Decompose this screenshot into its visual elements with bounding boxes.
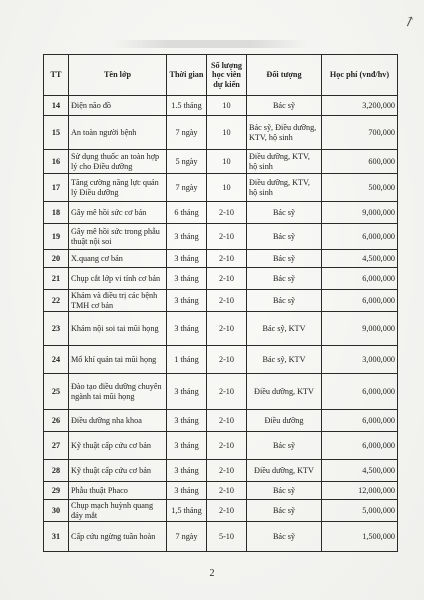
row-number: 17: [44, 174, 69, 202]
course-duration: 3 tháng: [167, 268, 207, 290]
expected-students: 2-10: [207, 460, 247, 482]
expected-students: 10: [207, 174, 247, 202]
target-group: Điều dưỡng, KTV: [247, 460, 322, 482]
course-name: X.quang cơ bản: [69, 250, 167, 268]
course-duration: 3 tháng: [167, 432, 207, 460]
target-group: Bác sỹ: [247, 224, 322, 250]
table-row: [44, 312, 398, 346]
row-number: 16: [44, 150, 69, 174]
expected-students: 2-10: [207, 202, 247, 224]
course-name: Tăng cường năng lực quản lý Điều dưỡng: [69, 174, 167, 202]
target-group: Điều dưỡng, KTV, hộ sinh: [247, 150, 322, 174]
row-number: 23: [44, 312, 69, 346]
header-name: Tên lớp: [69, 55, 167, 96]
course-name: Mổ khí quản tai mũi họng: [69, 346, 167, 374]
table-row: [44, 290, 398, 312]
table-row: [44, 374, 398, 410]
tuition-fee: 9,000,000: [322, 312, 398, 346]
row-number: 20: [44, 250, 69, 268]
tuition-fee: 9,000,000: [322, 202, 398, 224]
row-number: 25: [44, 374, 69, 410]
tuition-fee: 1,500,000: [322, 522, 398, 552]
table-row: [44, 116, 398, 150]
tuition-fee: 5,000,000: [322, 500, 398, 522]
course-name: Chụp cắt lớp vi tính cơ bản: [69, 268, 167, 290]
table-row: [44, 96, 398, 116]
table-row: [44, 346, 398, 374]
course-name: Chụp mạch huỳnh quang đáy mắt: [69, 500, 167, 522]
expected-students: 2-10: [207, 224, 247, 250]
tuition-fee: 3,200,000: [322, 96, 398, 116]
target-group: Bác sỹ: [247, 290, 322, 312]
expected-students: 2-10: [207, 312, 247, 346]
course-name: Điều dưỡng nha khoa: [69, 410, 167, 432]
course-fee-table: [43, 54, 398, 552]
row-number: 15: [44, 116, 69, 150]
course-name: Cấp cứu ngừng tuần hoàn: [69, 522, 167, 552]
tuition-fee: 6,000,000: [322, 432, 398, 460]
row-number: 28: [44, 460, 69, 482]
course-name: Điện não đồ: [69, 96, 167, 116]
course-duration: 6 tháng: [167, 202, 207, 224]
page-number: 2: [209, 568, 215, 579]
expected-students: 10: [207, 116, 247, 150]
target-group: Điều dưỡng, KTV: [247, 374, 322, 410]
course-duration: 3 tháng: [167, 312, 207, 346]
table-row: [44, 500, 398, 522]
tuition-fee: 600,000: [322, 150, 398, 174]
expected-students: 10: [207, 96, 247, 116]
row-number: 14: [44, 96, 69, 116]
target-group: Bác sỹ: [247, 432, 322, 460]
row-number: 31: [44, 522, 69, 552]
header-qty: Số lượng học viên dự kiến: [207, 55, 247, 96]
course-name: Kỹ thuật cấp cứu cơ bản: [69, 460, 167, 482]
faint-header-text: [110, 40, 310, 48]
row-number: 24: [44, 346, 69, 374]
expected-students: 10: [207, 150, 247, 174]
row-number: 18: [44, 202, 69, 224]
row-number: 30: [44, 500, 69, 522]
course-duration: 3 tháng: [167, 460, 207, 482]
table-row: [44, 460, 398, 482]
target-group: Bác sỹ, KTV: [247, 346, 322, 374]
row-number: 27: [44, 432, 69, 460]
target-group: Bác sỹ: [247, 500, 322, 522]
course-duration: 1 tháng: [167, 346, 207, 374]
table-row: [44, 250, 398, 268]
tuition-fee: 4,500,000: [322, 460, 398, 482]
expected-students: 2-10: [207, 250, 247, 268]
header-fee: Học phí (vnđ/hv): [322, 55, 398, 96]
course-name: Gây mê hồi sức trong phẫu thuật nội soi: [69, 224, 167, 250]
course-name: Sử dụng thuốc an toàn hợp lý cho Điều dưỡng: [69, 150, 167, 174]
expected-students: 2-10: [207, 290, 247, 312]
corner-mark: ↗: [402, 13, 419, 32]
course-name: Gây mê hồi sức cơ bản: [69, 202, 167, 224]
course-duration: 5 ngày: [167, 150, 207, 174]
table-row: [44, 202, 398, 224]
course-name: Kỹ thuật cấp cứu cơ bản: [69, 432, 167, 460]
target-group: Bác sỹ: [247, 268, 322, 290]
course-duration: 3 tháng: [167, 224, 207, 250]
table-row: [44, 224, 398, 250]
target-group: Bác sỹ: [247, 202, 322, 224]
header-tt: TT: [44, 55, 69, 96]
course-name: An toàn người bệnh: [69, 116, 167, 150]
expected-students: 2-10: [207, 482, 247, 500]
target-group: Bác sỹ: [247, 522, 322, 552]
tuition-fee: 6,000,000: [322, 374, 398, 410]
course-duration: 7 ngày: [167, 174, 207, 202]
tuition-fee: 6,000,000: [322, 224, 398, 250]
course-duration: 3 tháng: [167, 482, 207, 500]
header-time: Thời gian: [167, 55, 207, 96]
tuition-fee: 500,000: [322, 174, 398, 202]
table-row: [44, 174, 398, 202]
target-group: Điều dưỡng: [247, 410, 322, 432]
expected-students: 2-10: [207, 500, 247, 522]
course-name: Khám nội soi tai mũi họng: [69, 312, 167, 346]
course-name: Khám và điều trị các bệnh TMH cơ bản: [69, 290, 167, 312]
course-duration: 1,5 tháng: [167, 500, 207, 522]
expected-students: 2-10: [207, 432, 247, 460]
tuition-fee: 12,000,000: [322, 482, 398, 500]
target-group: Bác sỹ: [247, 250, 322, 268]
row-number: 29: [44, 482, 69, 500]
table-row: [44, 268, 398, 290]
tuition-fee: 6,000,000: [322, 268, 398, 290]
header-target: Đối tượng: [247, 55, 322, 96]
course-duration: 7 ngày: [167, 116, 207, 150]
table-row: [44, 522, 398, 552]
row-number: 26: [44, 410, 69, 432]
tuition-fee: 700,000: [322, 116, 398, 150]
course-duration: 3 tháng: [167, 410, 207, 432]
course-duration: 7 ngày: [167, 522, 207, 552]
expected-students: 2-10: [207, 346, 247, 374]
table-row: [44, 150, 398, 174]
tuition-fee: 3,000,000: [322, 346, 398, 374]
course-name: Phẫu thuật Phaco: [69, 482, 167, 500]
target-group: Bác sỹ: [247, 482, 322, 500]
expected-students: 2-10: [207, 410, 247, 432]
expected-students: 2-10: [207, 374, 247, 410]
expected-students: 2-10: [207, 268, 247, 290]
tuition-fee: 4,500,000: [322, 250, 398, 268]
target-group: Bác sỹ, Điều dưỡng, KTV, hộ sinh: [247, 116, 322, 150]
row-number: 21: [44, 268, 69, 290]
target-group: Bác sỹ: [247, 96, 322, 116]
course-duration: 3 tháng: [167, 374, 207, 410]
row-number: 19: [44, 224, 69, 250]
course-name: Đào tạo điều dưỡng chuyên ngành tai mũi họng: [69, 374, 167, 410]
tuition-fee: 6,000,000: [322, 410, 398, 432]
expected-students: 5-10: [207, 522, 247, 552]
table-header-row: [44, 55, 398, 96]
table-row: [44, 482, 398, 500]
row-number: 22: [44, 290, 69, 312]
target-group: Bác sỹ, KTV: [247, 312, 322, 346]
course-duration: 3 tháng: [167, 250, 207, 268]
tuition-fee: 6,000,000: [322, 290, 398, 312]
target-group: Điều dưỡng, KTV, hộ sinh: [247, 174, 322, 202]
course-duration: 3 tháng: [167, 290, 207, 312]
course-duration: 1.5 tháng: [167, 96, 207, 116]
table-row: [44, 410, 398, 432]
table-row: [44, 432, 398, 460]
